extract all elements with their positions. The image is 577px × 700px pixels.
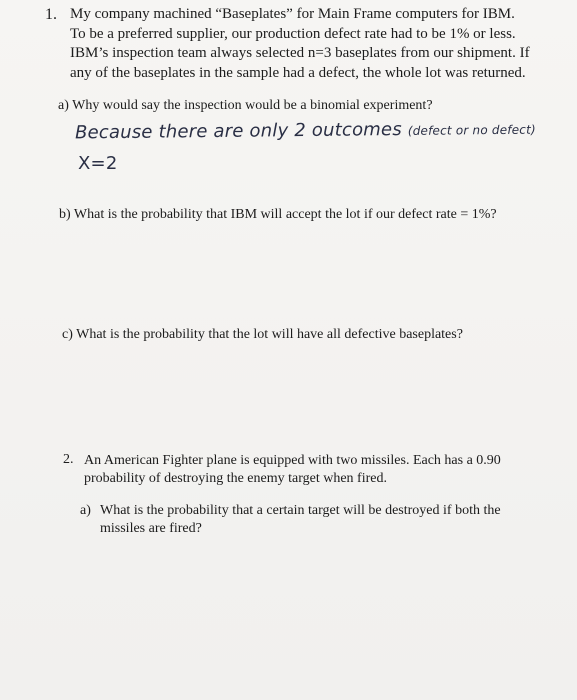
question-1c: c) What is the probability that the lot will have all defective baseplates? [62, 327, 463, 342]
question-1a: a) Why would say the inspection would be a binomial experiment? [58, 98, 433, 113]
question-2-line: probability of destroying the enemy target when fired. [84, 471, 387, 486]
question-1-number: 1. [45, 6, 57, 23]
question-2a-text [100, 502, 530, 538]
question-1-text [70, 5, 540, 83]
question-1-line: My company machined “Baseplates” for Main Frame computers for IBM. [70, 6, 515, 22]
question-1-line: To be a preferred supplier, our production defect rate had to be 1% or less. [70, 25, 516, 42]
question-2-text [84, 452, 524, 488]
question-1b: b) What is the probability that IBM will accept the lot if our defect rate = 1%? [59, 207, 497, 222]
question-1-line: any of the baseplates in the sample had a defect, the whole lot was returned. [70, 64, 526, 81]
question-1-line: IBM’s inspection team always selected n=3 baseplates from our shipment. If [70, 45, 530, 61]
handwritten-answer-line-2: X=2 [78, 153, 118, 174]
question-2a-line: missiles are fired? [100, 521, 202, 536]
question-2-number: 2. [63, 452, 74, 467]
question-2-line: An American Fighter plane is equipped with two missiles. Each has a 0.90 [84, 453, 501, 468]
question-2a-line: What is the probability that a certain target will be destroyed if both the [100, 503, 501, 518]
question-2a-label: a) [80, 503, 91, 518]
handwritten-answer-paren: (defect or no defect) [407, 122, 536, 138]
handwritten-answer-line-1 [75, 118, 536, 144]
handwritten-answer-main: Because there are only 2 outcomes [74, 118, 402, 144]
